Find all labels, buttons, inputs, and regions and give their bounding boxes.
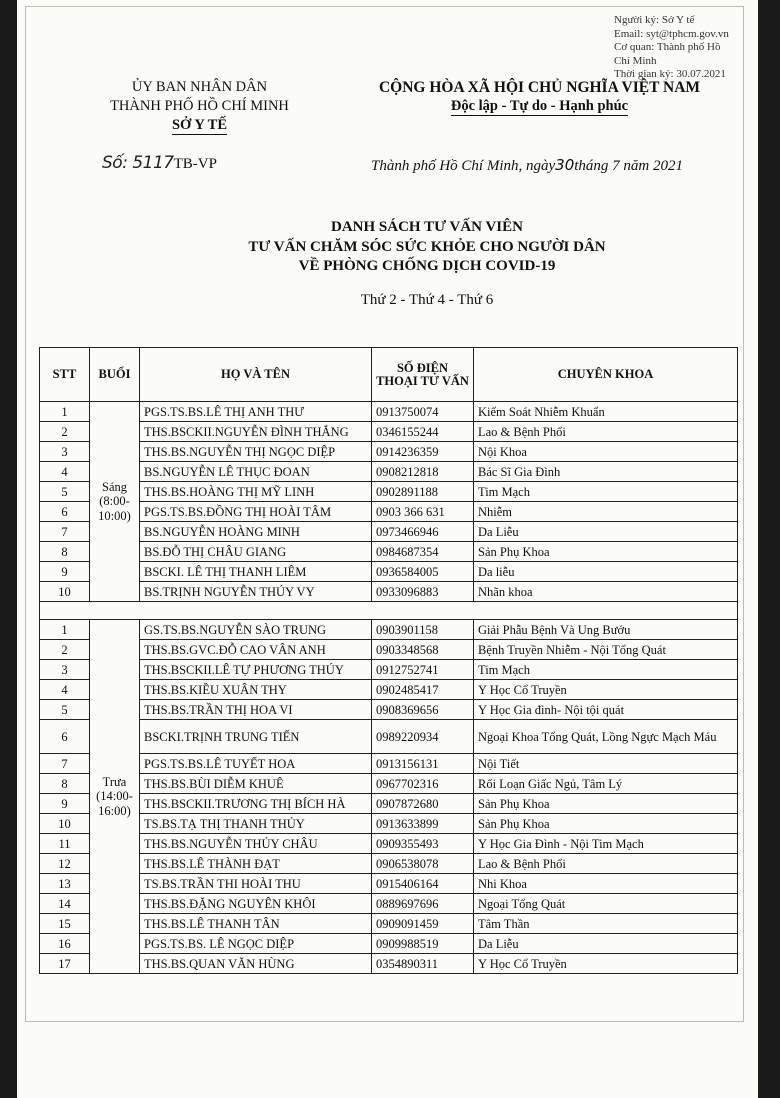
stt-cell: 8 xyxy=(40,542,90,562)
phone-cell: 0914236359 xyxy=(372,442,474,462)
specialty-cell: Tâm Thần xyxy=(474,914,738,934)
table-row xyxy=(40,422,738,442)
phone-cell: 0913156131 xyxy=(372,754,474,774)
table-header-row xyxy=(40,348,738,402)
phone-cell: 0906538078 xyxy=(372,854,474,874)
session-cell: Sáng (8:00-10:00) xyxy=(90,402,140,602)
title-line-1: DANH SÁCH TƯ VẤN VIÊN xyxy=(331,219,523,235)
consultant-table xyxy=(39,347,738,974)
group-separator-row xyxy=(40,602,738,620)
specialty-cell: Nội Khoa xyxy=(474,442,738,462)
phone-cell: 0984687354 xyxy=(372,542,474,562)
phone-cell: 0933096883 xyxy=(372,582,474,602)
stt-cell: 4 xyxy=(40,462,90,482)
specialty-cell: Lao & Bệnh Phổi xyxy=(474,422,738,442)
phone-cell: 0907872680 xyxy=(372,794,474,814)
document-date xyxy=(371,156,683,175)
phone-cell: 0903901158 xyxy=(372,620,474,640)
name-cell: THS.BS.ĐẶNG NGUYÊN KHÔI xyxy=(140,894,372,914)
table-row xyxy=(40,754,738,774)
specialty-cell: Tim Mạch xyxy=(474,660,738,680)
header-stt: STT xyxy=(40,348,90,402)
date-day: 30 xyxy=(555,156,575,174)
separator-cell xyxy=(40,602,738,620)
session-cell: Trưa (14:00-16:00) xyxy=(90,620,140,974)
table-row xyxy=(40,482,738,502)
agency-line-2: THÀNH PHỐ HỒ CHÍ MINH xyxy=(110,98,289,114)
phone-cell: 0989220934 xyxy=(372,720,474,754)
phone-cell: 0903 366 631 xyxy=(372,502,474,522)
noon-group xyxy=(40,620,738,974)
stt-cell: 5 xyxy=(40,482,90,502)
table-row xyxy=(40,640,738,660)
title-line-3: VỀ PHÒNG CHỐNG DỊCH COVID-19 xyxy=(298,258,556,274)
stt-cell: 7 xyxy=(40,754,90,774)
header-session: BUỔI xyxy=(90,348,140,402)
name-cell: TS.BS.TẠ THỊ THANH THỦY xyxy=(140,814,372,834)
name-cell: BS.TRỊNH NGUYỄN THÚY VY xyxy=(140,582,372,602)
phone-cell: 0973466946 xyxy=(372,522,474,542)
phone-cell: 0909355493 xyxy=(372,834,474,854)
specialty-cell: Ngoại Khoa Tổng Quát, Lồng Ngực Mạch Máu xyxy=(474,720,738,754)
name-cell: THS.BS.NGUYỄN THỦY CHÂU xyxy=(140,834,372,854)
national-motto xyxy=(342,78,737,116)
agency-line-1: ỦY BAN NHÂN DÂN xyxy=(131,79,268,95)
specialty-cell: Bệnh Truyền Nhiễm - Nội Tổng Quát xyxy=(474,640,738,660)
table-row xyxy=(40,814,738,834)
phone-cell: 0967702316 xyxy=(372,774,474,794)
table-row xyxy=(40,402,738,422)
table-row xyxy=(40,442,738,462)
phone-cell: 0354890311 xyxy=(372,954,474,974)
name-cell: THS.BS.KIỀU XUÂN THY xyxy=(140,680,372,700)
table-row xyxy=(40,562,738,582)
phone-cell: 0936584005 xyxy=(372,562,474,582)
stt-cell: 15 xyxy=(40,914,90,934)
specialty-cell: Nhiễm xyxy=(474,502,738,522)
stt-cell: 3 xyxy=(40,442,90,462)
signature-signer: Người ký: Sở Y tế xyxy=(614,14,695,26)
table-row xyxy=(40,582,738,602)
title-line-2: TƯ VẤN CHĂM SÓC SỨC KHỎE CHO NGƯỜI DÂN xyxy=(248,238,606,255)
stt-cell: 1 xyxy=(40,620,90,640)
specialty-cell: Nhãn khoa xyxy=(474,582,738,602)
table-row xyxy=(40,522,738,542)
name-cell: THS.BS.NGUYỄN THỊ NGỌC DIỆP xyxy=(140,442,372,462)
name-cell: THS.BS.BÙI DIỄM KHUÊ xyxy=(140,774,372,794)
digital-signature-block xyxy=(614,14,758,82)
date-suffix: tháng 7 năm 2021 xyxy=(574,158,684,174)
specialty-cell: Ngoại Tổng Quát xyxy=(474,894,738,914)
specialty-cell: Rối Loạn Giấc Ngủ, Tâm Lý xyxy=(474,774,738,794)
name-cell: THS.BSCKII.LÊ TỰ PHƯƠNG THÚY xyxy=(140,660,372,680)
specialty-cell: Da Liễu xyxy=(474,934,738,954)
specialty-cell: Y Học Gia đình- Nội tội quát xyxy=(474,700,738,720)
stt-cell: 17 xyxy=(40,954,90,974)
specialty-cell: Tim Mạch xyxy=(474,482,738,502)
table-row xyxy=(40,680,738,700)
specialty-cell: Y Học Cổ Truyền xyxy=(474,954,738,974)
morning-group xyxy=(40,402,738,602)
table-row xyxy=(40,462,738,482)
table-row xyxy=(40,914,738,934)
table-row xyxy=(40,954,738,974)
specialty-cell: Giải Phẫu Bệnh Và Ung Bướu xyxy=(474,620,738,640)
specialty-cell: Kiểm Soát Nhiễm Khuẩn xyxy=(474,402,738,422)
name-cell: THS.BSCKII.TRƯƠNG THỊ BÍCH HÀ xyxy=(140,794,372,814)
name-cell: PGS.TS.BS. LÊ NGỌC DIỆP xyxy=(140,934,372,954)
specialty-cell: Y Học Gia Đình - Nội Tim Mạch xyxy=(474,834,738,854)
specialty-cell: Nội Tiết xyxy=(474,754,738,774)
phone-cell: 0902891188 xyxy=(372,482,474,502)
phone-cell: 0915406164 xyxy=(372,874,474,894)
specialty-cell: Nhi Khoa xyxy=(474,874,738,894)
header-specialty: CHUYÊN KHOA xyxy=(474,348,738,402)
motto: Độc lập - Tự do - Hạnh phúc xyxy=(450,98,629,114)
name-cell: PGS.TS.BS.ĐỒNG THỊ HOÀI TÂM xyxy=(140,502,372,522)
name-cell: BSCKI.TRỊNH TRUNG TIẾN xyxy=(140,720,372,754)
stt-cell: 3 xyxy=(40,660,90,680)
table-row xyxy=(40,794,738,814)
table-row xyxy=(40,894,738,914)
stt-cell: 10 xyxy=(40,814,90,834)
specialty-cell: Bác Sĩ Gia Đình xyxy=(474,462,738,482)
name-cell: BS.ĐỖ THỊ CHÂU GIANG xyxy=(140,542,372,562)
table-row xyxy=(40,620,738,640)
stt-cell: 2 xyxy=(40,422,90,442)
specialty-cell: Da Liễu xyxy=(474,522,738,542)
stt-cell: 7 xyxy=(40,522,90,542)
stt-cell: 6 xyxy=(40,720,90,754)
phone-cell: 0909091459 xyxy=(372,914,474,934)
phone-cell: 0912752741 xyxy=(372,660,474,680)
specialty-cell: Y Học Cổ Truyền xyxy=(474,680,738,700)
signature-agency-cont: Chí Minh xyxy=(614,54,657,67)
phone-cell: 0902485417 xyxy=(372,680,474,700)
phone-cell: 0908369656 xyxy=(372,700,474,720)
name-cell: THS.BS.LÊ THÀNH ĐẠT xyxy=(140,854,372,874)
phone-cell: 0903348568 xyxy=(372,640,474,660)
phone-cell: 0889697696 xyxy=(372,894,474,914)
phone-cell: 0346155244 xyxy=(372,422,474,442)
name-cell: GS.TS.BS.NGUYỄN SÀO TRUNG xyxy=(140,620,372,640)
phone-cell: 0909988519 xyxy=(372,934,474,954)
table-row xyxy=(40,542,738,562)
phone-cell: 0913633899 xyxy=(372,814,474,834)
phone-cell: 0913750074 xyxy=(372,402,474,422)
table-row xyxy=(40,934,738,954)
table-row xyxy=(40,720,738,754)
specialty-cell: Da liễu xyxy=(474,562,738,582)
table-row xyxy=(40,660,738,680)
table-row xyxy=(40,834,738,854)
stt-cell: 11 xyxy=(40,834,90,854)
name-cell: TS.BS.TRẦN THI HOÀI THU xyxy=(140,874,372,894)
header-name: HỌ VÀ TÊN xyxy=(140,348,372,402)
name-cell: THS.BSCKII.NGUYỄN ĐÌNH THẮNG xyxy=(140,422,372,442)
stt-cell: 8 xyxy=(40,774,90,794)
stt-cell: 9 xyxy=(40,562,90,582)
specialty-cell: Sản Phụ Khoa xyxy=(474,542,738,562)
name-cell: THS.BS.TRẦN THỊ HOA VI xyxy=(140,700,372,720)
document-title xyxy=(217,218,637,277)
issuing-agency xyxy=(87,78,312,135)
name-cell: THS.BS.QUAN VĂN HÙNG xyxy=(140,954,372,974)
table-row xyxy=(40,874,738,894)
specialty-cell: Lao & Bệnh Phổi xyxy=(474,854,738,874)
name-cell: BS.NGUYỄN LÊ THỤC ĐOAN xyxy=(140,462,372,482)
name-cell: THS.BS.LÊ THANH TÂN xyxy=(140,914,372,934)
stt-cell: 9 xyxy=(40,794,90,814)
phone-cell: 0908212818 xyxy=(372,462,474,482)
name-cell: PGS.TS.BS.LÊ TUYẾT HOA xyxy=(140,754,372,774)
country-name: CỘNG HÒA XÃ HỘI CHỦ NGHĨA VIỆT NAM xyxy=(378,79,701,96)
stt-cell: 10 xyxy=(40,582,90,602)
name-cell: BS.NGUYỄN HOÀNG MINH xyxy=(140,522,372,542)
stt-cell: 1 xyxy=(40,402,90,422)
stt-cell: 2 xyxy=(40,640,90,660)
stt-cell: 4 xyxy=(40,680,90,700)
schedule-days: Thứ 2 - Thứ 4 - Thứ 6 xyxy=(360,292,494,308)
document-number-suffix: TB-VP xyxy=(173,156,217,172)
stt-cell: 13 xyxy=(40,874,90,894)
document-number-handwritten: Số: 5117 xyxy=(102,153,174,173)
specialty-cell: Sản Phụ Khoa xyxy=(474,794,738,814)
specialty-cell: Sản Phụ Khoa xyxy=(474,814,738,834)
table-row xyxy=(40,502,738,522)
signature-email: Email: syt@tphcm.gov.vn xyxy=(614,27,729,40)
stt-cell: 14 xyxy=(40,894,90,914)
table-row xyxy=(40,854,738,874)
name-cell: THS.BS.GVC.ĐỖ CAO VÂN ANH xyxy=(140,640,372,660)
name-cell: THS.BS.HOÀNG THỊ MỸ LINH xyxy=(140,482,372,502)
table-row xyxy=(40,774,738,794)
signature-agency: Cơ quan: Thành phố Hồ xyxy=(614,41,721,54)
agency-line-3: SỞ Y TẾ xyxy=(171,117,228,133)
stt-cell: 12 xyxy=(40,854,90,874)
name-cell: BSCKI. LÊ THỊ THANH LIÊM xyxy=(140,562,372,582)
stt-cell: 5 xyxy=(40,700,90,720)
signature-time: Thời gian ký: 30.07.2021 xyxy=(614,68,726,81)
header-phone: SỐ ĐIỆN THOẠI TƯ VẤN xyxy=(372,348,474,402)
table-row xyxy=(40,700,738,720)
stt-cell: 6 xyxy=(40,502,90,522)
stt-cell: 16 xyxy=(40,934,90,954)
name-cell: PGS.TS.BS.LÊ THỊ ANH THƯ xyxy=(140,402,372,422)
document-number xyxy=(102,153,217,173)
date-prefix: Thành phố Hồ Chí Minh, ngày xyxy=(371,158,556,174)
document-page xyxy=(17,0,758,1098)
